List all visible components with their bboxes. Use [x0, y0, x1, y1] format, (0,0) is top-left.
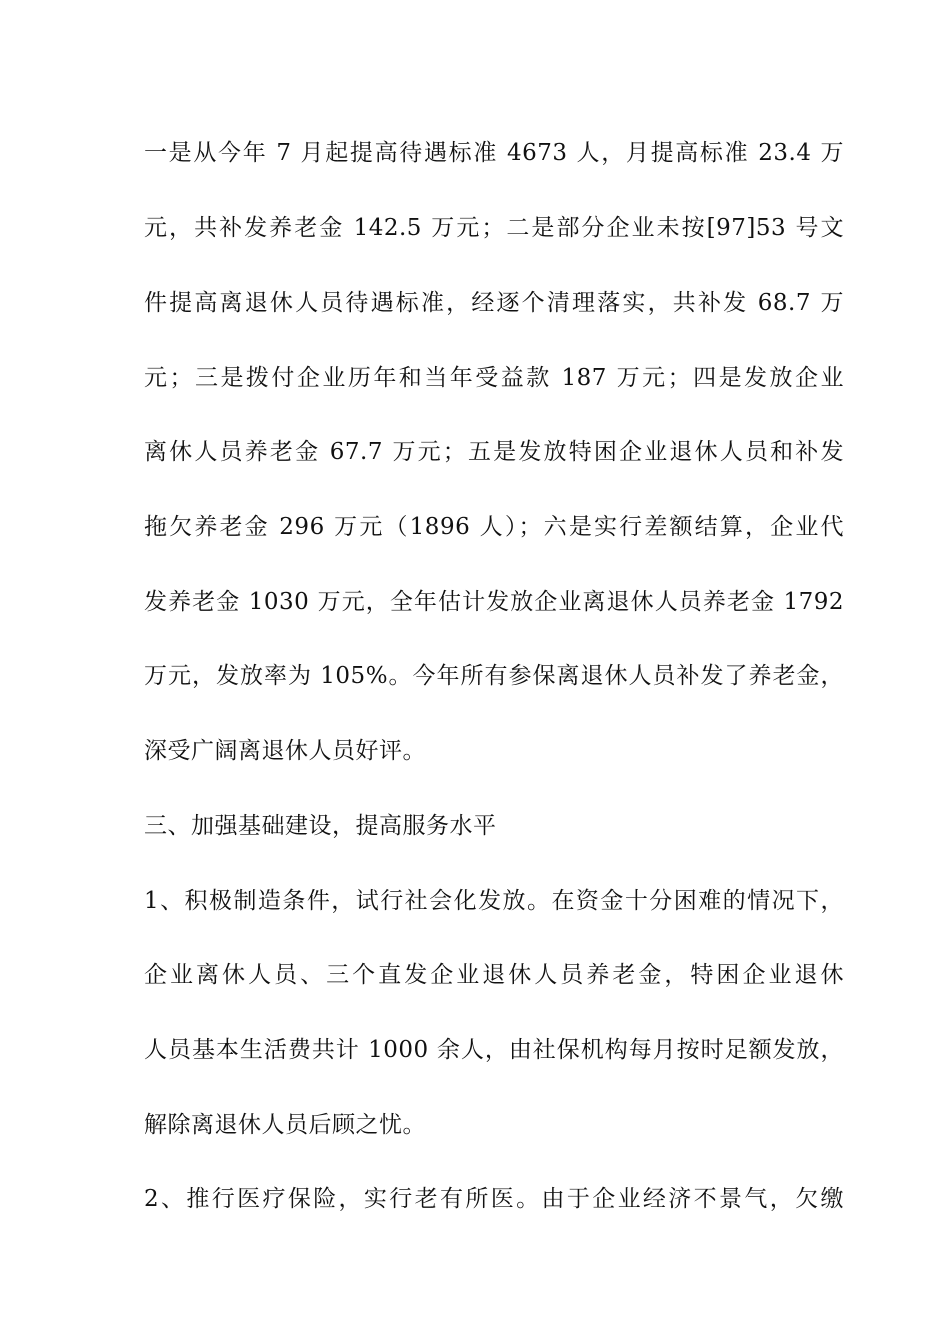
paragraph-line-3: 件提高离退休人员待遇标准，经逐个清理落实，共补发 68.7 万: [144, 290, 844, 316]
paragraph-line-12: 企业离休人员、三个直发企业退休人员养老金，特困企业退休: [144, 962, 844, 988]
paragraph-line-2: 元，共补发养老金 142.5 万元；二是部分企业未按[97]53 号文: [144, 215, 844, 241]
paragraph-line-14: 解除离退休人员后顾之忧。: [144, 1112, 426, 1138]
paragraph-line-6: 拖欠养老金 296 万元（1896 人）；六是实行差额结算，企业代: [144, 514, 844, 540]
paragraph-line-4: 元；三是拨付企业历年和当年受益款 187 万元；四是发放企业: [144, 365, 844, 391]
paragraph-line-8: 万元，发放率为 105%。今年所有参保离退休人员补发了养老金，: [144, 663, 844, 689]
paragraph-line-11: 1、积极制造条件，试行社会化发放。在资金十分困难的情况下，: [144, 888, 844, 914]
paragraph-line-15: 2、推行医疗保险，实行老有所医。由于企业经济不景气，欠缴: [144, 1186, 844, 1212]
paragraph-line-5: 离休人员养老金 67.7 万元；五是发放特困企业退休人员和补发: [144, 439, 844, 465]
paragraph-line-9: 深受广阔离退休人员好评。: [144, 738, 426, 764]
paragraph-line-13: 人员基本生活费共计 1000 余人，由社保机构每月按时足额发放，: [144, 1037, 844, 1063]
paragraph-line-7: 发养老金 1030 万元，全年估计发放企业离退休人员养老金 1792: [144, 589, 844, 615]
section-heading: 三、加强基础建设，提高服务水平: [144, 813, 497, 839]
paragraph-line-1: 一是从今年 7 月起提高待遇标准 4673 人，月提高标准 23.4 万: [144, 140, 844, 166]
